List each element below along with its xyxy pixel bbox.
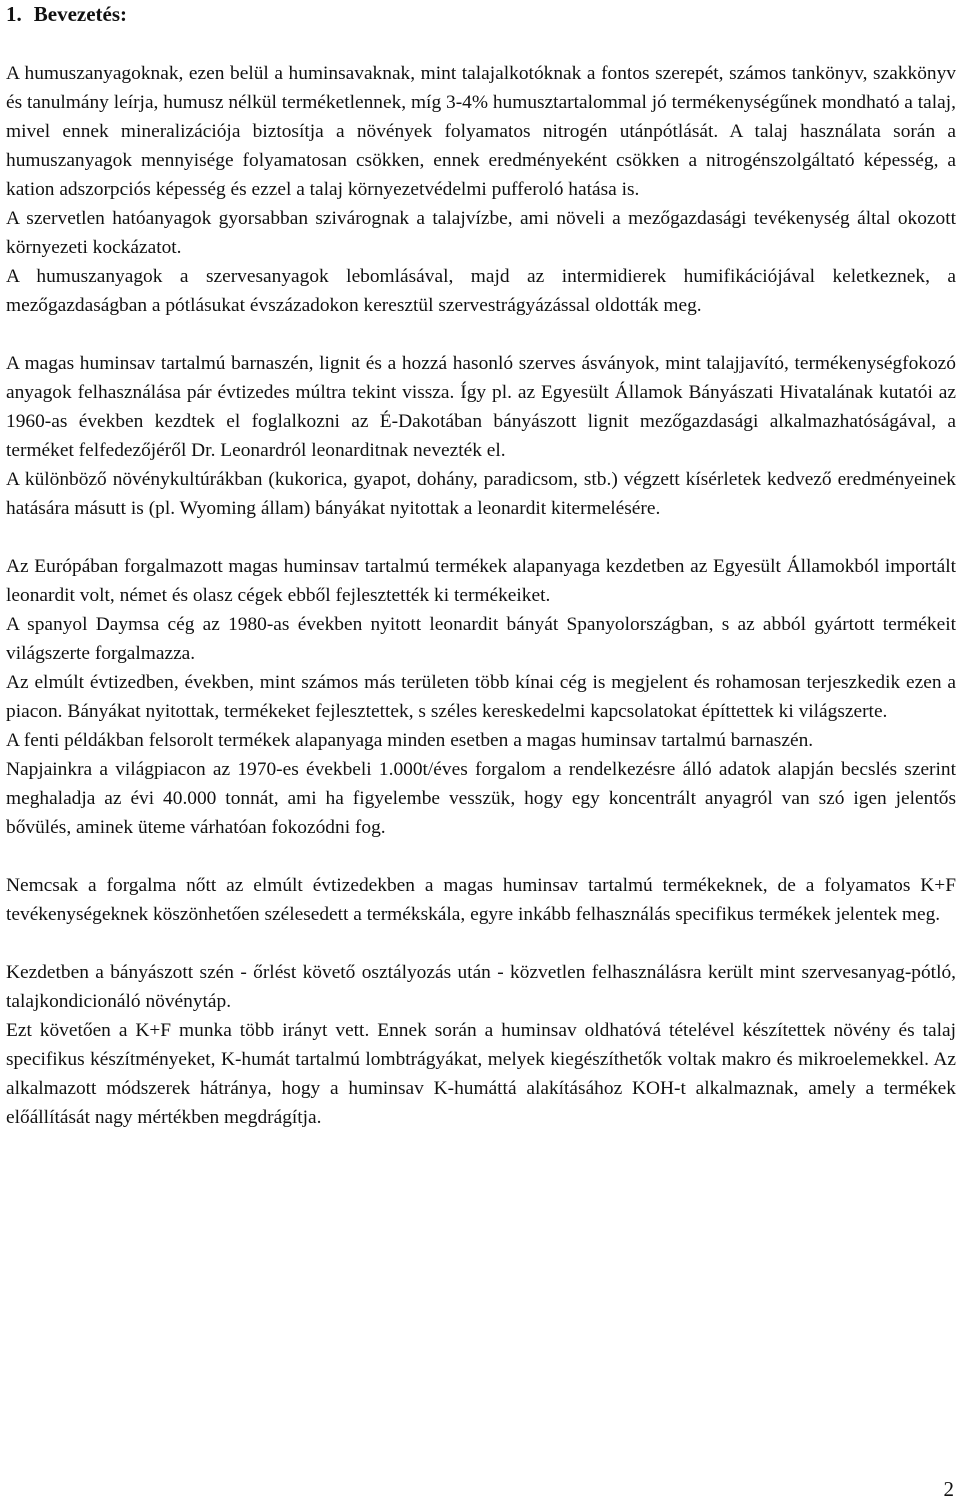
paragraph-raw-material: A fenti példákban felsorolt termékek alapanyaga minden esetben a magas huminsav tartalmú barnaszén. — [6, 730, 814, 751]
spacer — [6, 523, 956, 552]
paragraph-humus-role: A humuszanyagoknak, ezen belül a huminsavaknak, mint talajalkotóknak a fontos szerepét, számos tankönyv, szakkönyv és tanulmány leírja, humusz nélkül terméketlennek, míg 3-4% humusztartalommal jó termékenységűnek mondható a talaj, mivel ennek mineralizációja biztosítja a növények folyamatos nitrogén utánpótlását. A talaj használata során a humuszanyagok mennyisége folyamatosan csökken, ennek eredményeként csökken a nitrogénszolgáltató képesség, a kation adszorpciós képesség és ezzel a talaj környezetvédelmi pufferoló hatása is. — [6, 63, 956, 200]
paragraph-early-use: Kezdetben a bányászott szén - őrlést követő osztályozás után - közvetlen felhasználásra került mint szervesanyag-pótló, talajkondicionáló növénytáp. — [6, 962, 956, 1012]
paragraph-humus-formation: A humuszanyagok a szervesanyagok lebomlásával, majd az intermidierek humifikációjával keletkeznek, a mezőgazdaságban a pótlásukat évszázadokon keresztül szervestrágyázással oldották meg. — [6, 266, 956, 316]
paragraph-crop-experiments: A különböző növénykultúrákban (kukorica, gyapot, dohány, paradicsom, stb.) végzett kísérletek kedvező eredményeinek hatására másutt is (pl. Wyoming állam) bányákat nyitottak a leonardit kitermelésére. — [6, 469, 956, 519]
paragraph-daymsa: A spanyol Daymsa cég az 1980-as években nyitott leonardit bányát Spanyolországban, s az abból gyártott termékeit világszerte forgalmazza. — [6, 614, 956, 664]
paragraph-europe-market: Az Európában forgalmazott magas huminsav tartalmú termékek alapanyaga kezdetben az Egyesült Államokból importált leonardit volt, német és olasz cégek ebből fejlesztették ki termékeiket. — [6, 556, 956, 606]
document-page — [6, 0, 956, 1132]
paragraph-world-market: Napjainkra a világpiacon az 1970-es évekbeli 1.000t/éves forgalom a rendelkezésre álló adatok alapján becslés szerint meghaladja az évi 40.000 tonnát, ami ha figyelembe vesszük, hogy egy koncentrált anyagról van szó igen jelentős bővülés, aminek üteme várhatóan fokozódni fog. — [6, 759, 956, 838]
section-number: 1. — [6, 2, 22, 26]
spacer — [6, 842, 956, 871]
paragraph-lignite-history: A magas huminsav tartalmú barnaszén, lignit és a hozzá hasonló szerves ásványok, mint talajjavító, termékenységfokozó anyagok felhasználása pár évtizedes múltra tekint vissza. Így pl. az Egyesült Államok Bányászati Hivatalának kutatói az 1960-as években kezdtek el foglalkozni az É-Dakotában bányászott lignit mezőgazdasági alkalmazhatóságával, a terméket felfedezőjéről Dr. Leonardról leonarditnak nevezték el. — [6, 353, 956, 461]
paragraph-product-range: Nemcsak a forgalma nőtt az elmúlt évtizedekben a magas huminsav tartalmú termékeknek, de a folyamatos K+F tevékenységeknek köszönhetően szélesedett a termékskála, egyre inkább felhasználás specifikus termékek jelentek meg. — [6, 875, 956, 925]
section-title: Bevezetés: — [33, 2, 128, 26]
section-heading — [6, 0, 956, 30]
paragraph-rd-directions: Ezt követően a K+F munka több irányt vett. Ennek során a huminsav oldhatóvá tételével készítettek növény és talaj specifikus készítményeket, K-humát tartalmú lombtrágyákat, melyek kiegészíthetők voltak makro és mikroelemekkel. Az alkalmazott módszerek hátránya, hogy a huminsav K-humáttá alakításához KOH-t alkalmaznak, amely a termékek előállítását nagy mértékben megdrágítja. — [6, 1020, 956, 1128]
paragraph-chinese-companies: Az elmúlt évtizedben, években, mint számos más területen több kínai cég is megjelent és rohamosan terjeszkedik ezen a piacon. Bányákat nyitottak, termékeket fejlesztettek, s széles kereskedelmi kapcsolatokat építtettek ki világszerte. — [6, 672, 956, 722]
spacer — [6, 30, 956, 59]
paragraph-inorganic-leaching: A szervetlen hatóanyagok gyorsabban szivárognak a talajvízbe, ami növeli a mezőgazdasági tevékenység által okozott környezeti kockázatot. — [6, 208, 956, 258]
page-number: 2 — [943, 1477, 954, 1501]
spacer — [6, 929, 956, 958]
spacer — [6, 320, 956, 349]
